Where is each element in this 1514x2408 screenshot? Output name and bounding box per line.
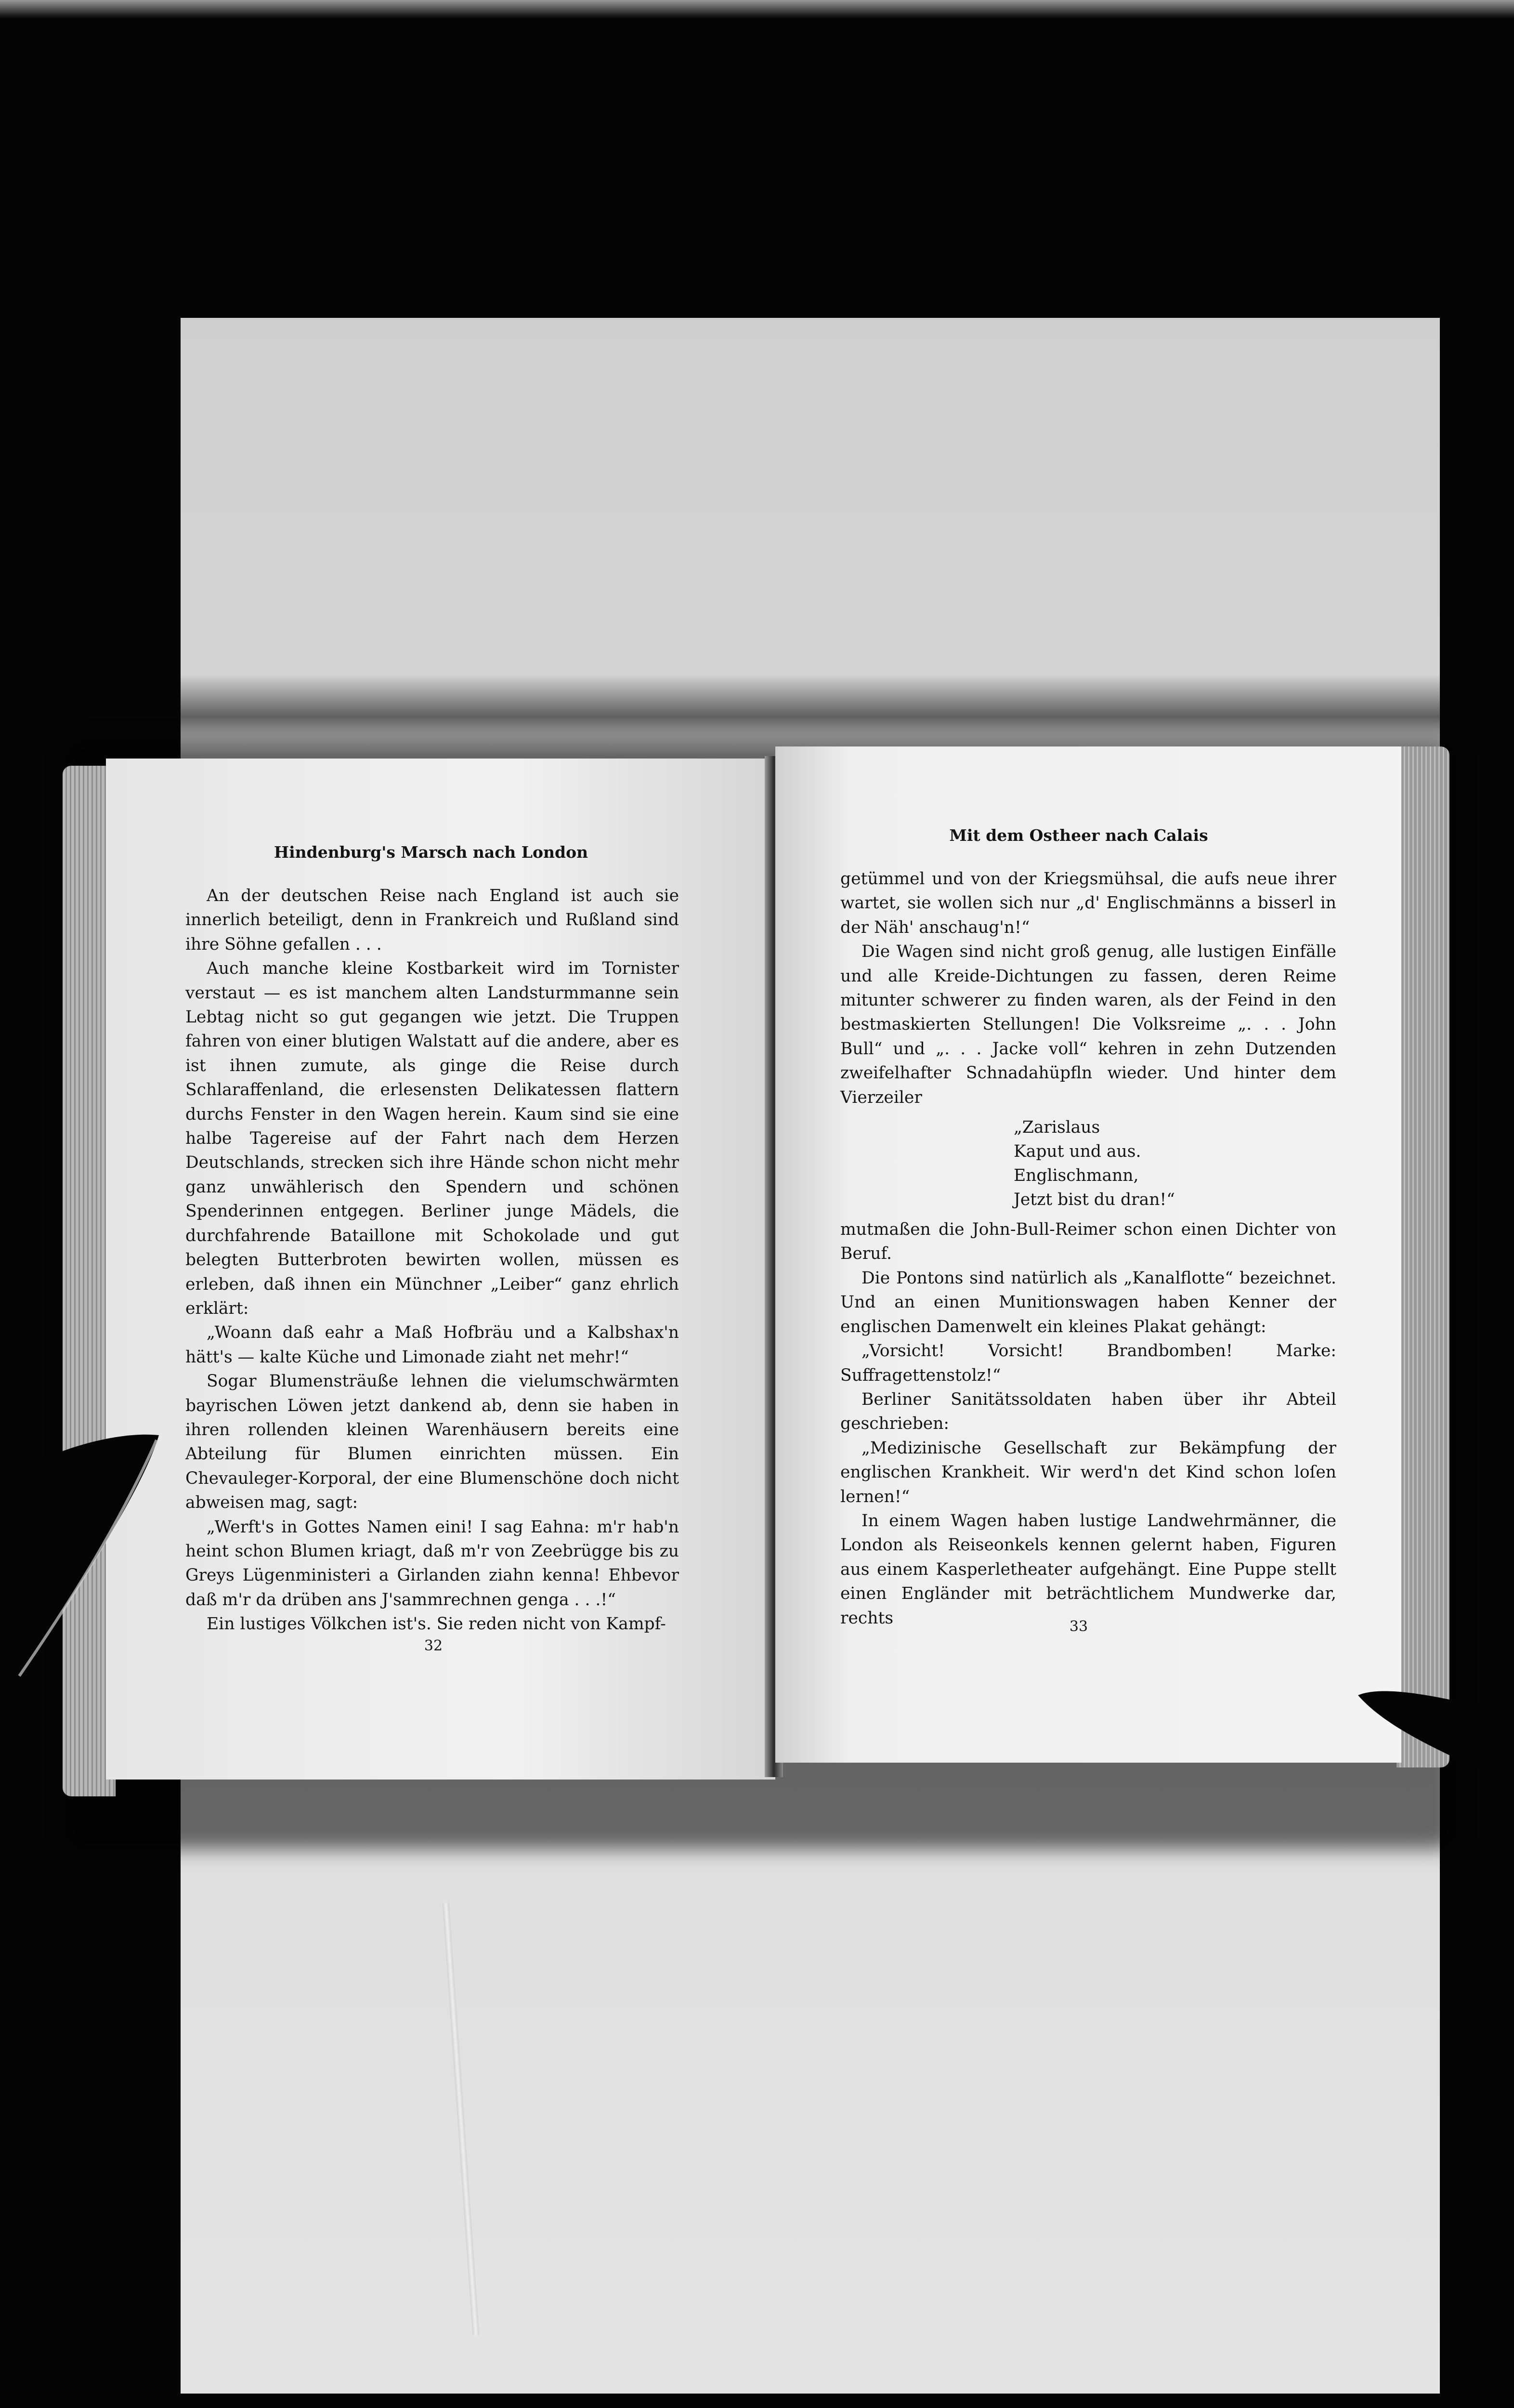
left-running-header: Hindenburg's Marsch nach London bbox=[274, 843, 588, 862]
right-page-number: 33 bbox=[1069, 1618, 1088, 1635]
right-page-stack bbox=[1397, 746, 1449, 1767]
paragraph: mutmaßen die John-Bull-Reimer schon einen Dichter von Beruf. bbox=[840, 1220, 1336, 1264]
paragraph: „Medizinische Gesellschaft zur Bekämpfung der englischen Krankheit. Wir werd'n det Kind schon loſen lernen!“ bbox=[840, 1438, 1336, 1506]
right-page bbox=[775, 746, 1401, 1763]
verse-line: „Zarislaus bbox=[1014, 1118, 1100, 1138]
paragraph: „Vorsicht! Vorsicht! Brandbomben! Marke: Suffragettenstolz!“ bbox=[840, 1341, 1336, 1385]
verse bbox=[1014, 1115, 1336, 1212]
paragraph: „Werft's in Gottes Namen eini! I sag Eahna: m'r hab'n heint schon Blumen kriagt, daß m'r von Zeebrügge bis zu Greys Lügenministeri a Girlanden ziahn kenna! Ehbevor daß m'r da drüben ans J'sammrechnen genga . . .!“ bbox=[185, 1517, 679, 1610]
right-page-text bbox=[840, 867, 1336, 1630]
paragraph: In einem Wagen haben lustige Landwehrmänner, die London als Reiseonkels kennen gelernt haben, Figuren aus einem Kasperletheater aufgehängt. Eine Puppe stellt einen Engländer mit beträchtlichem Mundwerke dar, rechts bbox=[840, 1511, 1336, 1628]
left-page-text bbox=[185, 884, 679, 1636]
left-page-number: 32 bbox=[424, 1637, 443, 1654]
paragraph: Berliner Sanitätssoldaten haben über ihr Abteil geschrieben: bbox=[840, 1389, 1336, 1434]
verse-line: Englischmann, bbox=[1014, 1166, 1139, 1186]
left-page bbox=[106, 759, 775, 1780]
paragraph: Ein lustiges Völkchen ist's. Sie reden nicht von Kampf- bbox=[207, 1614, 666, 1634]
paragraph: Auch manche kleine Kostbarkeit wird im Tornister verstaut — es ist manchem alten Landsturmmanne sein Lebtag nicht so gut gegangen wie jetzt. Die Truppen fahren von einer blutigen Walstatt auf die andere, aber es ist ihnen zumute, als ginge die Reise durch Schlaraffenland, die erlesensten Delikatessen flattern durchs Fenster in den Wagen herein. Kaum sind sie eine halbe Tagereise auf der Fahrt nach dem Herzen Deutschlands, strecken sich ihre Hände schon nicht mehr ganz unwählerisch den Spendern und schönen Spenderinnen entgegen. Berliner junge Mädels, die durchfahrende Bataillone mit Schokolade und gut belegten Butterbroten bewirten wollen, müssen es erleben, daß ihnen ein Münchner „Leiber“ ganz ehrlich erklärt: bbox=[185, 959, 679, 1318]
left-thumb-shadow bbox=[0, 1426, 173, 1695]
paragraph: „Woann daß eahr a Maß Hofbräu und a Kalbshax'n hätt's — kalte Küche und Limonade ziaht net mehr!“ bbox=[185, 1323, 679, 1367]
paragraph: getümmel und von der Kriegsmühsal, die aufs neue ihrer wartet, sie wollen sich nur „d' Englischmänns a bisserl in der Näh' anschaug'n!“ bbox=[840, 869, 1336, 937]
verse-line: Jetzt bist du dran!“ bbox=[1014, 1190, 1175, 1210]
right-thumb-shadow bbox=[1348, 1681, 1514, 1787]
right-running-header: Mit dem Ostheer nach Calais bbox=[949, 826, 1208, 845]
paragraph: Die Wagen sind nicht groß genug, alle lustigen Einfälle und alle Kreide-Dichtungen zu fassen, deren Reime mitunter schwerer zu finden waren, als der Feind in den bestmaskierten Stellungen! Die Volksreime „. . . John Bull“ und „. . . Jacke voll“ kehren in zehn Dutzenden zweifelhafter Schnadahüpfln wieder. Und hinter dem Vierzeiler bbox=[840, 942, 1336, 1107]
book-top-shadow bbox=[181, 674, 1440, 751]
paragraph: Sogar Blumensträuße lehnen die vielumschwärmten bayrischen Löwen jetzt dankend ab, denn sie haben in ihren rollenden kleinen Warenhäusern bereits eine Abteilung für Blumen einrichten müssen. Ein Chevauleger-Korporal, der eine Blumenschöne doch nicht abweisen mag, sagt: bbox=[185, 1372, 679, 1513]
paragraph: Die Pontons sind natürlich als „Kanalflotte“ bezeichnet. Und an einen Munitionswagen haben Kenner der englischen Damenwelt ein kleines Plakat gehängt: bbox=[840, 1268, 1336, 1336]
paragraph: An der deutschen Reise nach England ist auch sie innerlich beteiligt, denn in Frankreich und Rußland sind ihre Söhne gefallen . . . bbox=[185, 886, 679, 954]
film-edge bbox=[0, 0, 1514, 18]
verse-line: Kaput und aus. bbox=[1014, 1142, 1141, 1162]
